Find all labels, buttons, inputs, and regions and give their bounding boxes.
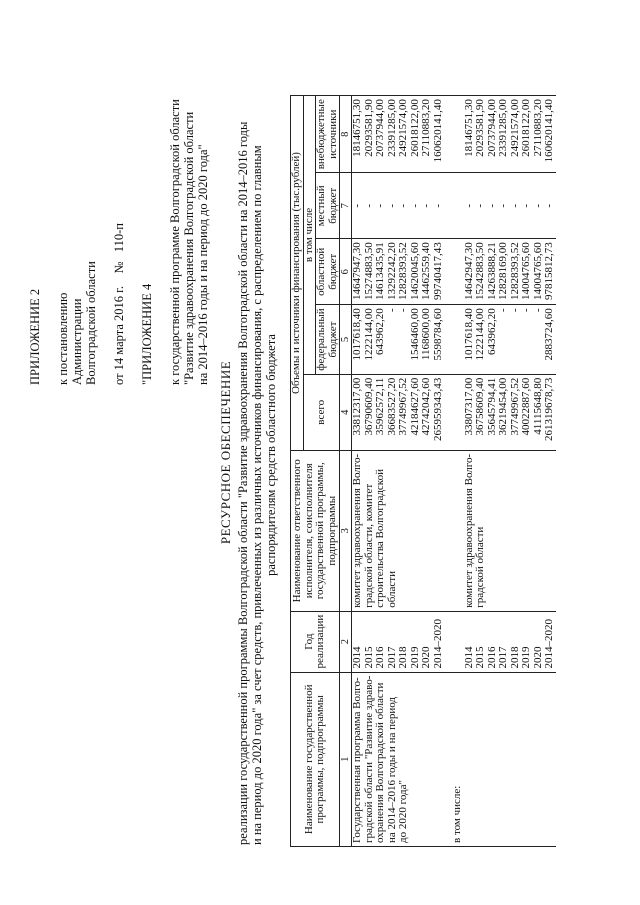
col-number-8: 8 xyxy=(340,96,352,173)
appendix-4-label: "ПРИЛОЖЕНИЕ 4 xyxy=(140,283,154,385)
col-header-local: местный бюджет xyxy=(316,173,340,239)
col-header-regional: областной бюджет xyxy=(316,239,340,305)
col-header-volumes: Объемы и источники финансирования (тыс.рублей) xyxy=(291,96,304,451)
appendix-number: ПРИЛОЖЕНИЕ 2 xyxy=(28,288,42,385)
col-number-6: 6 xyxy=(340,239,352,305)
document-title: РЕСУРСНОЕ ОБЕСПЕЧЕНИЕ xyxy=(218,360,233,545)
executor-cell: комитет здравоохранения Волго- градской области, комитет строительства Волгоградской области xyxy=(352,450,445,611)
sub-total-values-cell: 33807317,00 36758609,40 35645794,41 36219454,00 37749967,52 40022887,60 41115648,80 261319678,73 xyxy=(464,374,556,450)
col-number-2: 2 xyxy=(340,611,352,672)
col-number-3: 3 xyxy=(340,450,352,611)
col-number-7: 7 xyxy=(340,173,352,239)
table-row-health-committee xyxy=(464,96,556,847)
table-row-including-label xyxy=(444,96,464,847)
col-number-5: 5 xyxy=(340,305,352,375)
sub-name-cell xyxy=(464,672,556,846)
program-ref-line-3: на 2014–2016 годы и на период до 2020 года" xyxy=(196,144,210,385)
federal-values-cell: 1017618,40 1222144,00 643962,20 - - 1546460,00 1168600,00 5598784,60 xyxy=(352,305,445,375)
local-values-cell: - - - - - - - - xyxy=(352,173,445,239)
sub-federal-values-cell: 1017618,40 1222144,00 643962,20 - - - - 2883724,60 xyxy=(464,305,556,375)
col-header-program-name: Наименование государственной программы, подпрограммы xyxy=(291,672,340,846)
program-ref-line-1: к государственной программе Волгоградской области xyxy=(168,99,182,385)
program-name-cell: Государственная программа Волго- градской области "Развитие здраво- охранения Волгоградской области на 2014–2016 годы и на период до 2020 года" xyxy=(352,672,445,846)
sub-extrabudget-values-cell: 18146751,30 20293581,90 20737944,00 23391285,00 24921574,00 26018122,00 27110883,20 160620141,40 xyxy=(464,96,556,173)
col-header-federal: федеральный бюджет xyxy=(316,305,340,375)
col-header-extrabudget: внебюджетные источники xyxy=(316,96,340,173)
subtitle-line-3: распорядителям средств областного бюджета xyxy=(264,334,278,576)
years-cell: 2014 2015 2016 2017 2018 2019 2020 2014–2020 xyxy=(352,611,445,672)
col-header-year: Год реализации xyxy=(291,611,340,672)
region-name: Волгоградской области xyxy=(84,261,98,385)
sub-executor-cell: комитет здравоохранения Волго- градской области xyxy=(464,450,556,611)
sub-years-cell: 2014 2015 2016 2017 2018 2019 2020 2014–2020 xyxy=(464,611,556,672)
table-row-program xyxy=(352,96,445,847)
col-header-total: всего xyxy=(303,374,340,450)
including-label: в том числе: xyxy=(444,672,464,846)
to-resolution: к постановлению xyxy=(56,292,70,385)
administration: Администрации xyxy=(70,298,84,385)
appendix-header xyxy=(28,25,210,385)
subtitle-line-1: реализации государственной программы Волгоградской области "Развитие здравоохранения Волгоградской области на 2014–2016 годы xyxy=(236,121,250,845)
col-header-executor: Наименование ответственного исполнителя, соисполнителя государственной программы, подпрограммы xyxy=(291,450,340,611)
col-number-4: 4 xyxy=(340,374,352,450)
extrabudget-values-cell: 18146751,30 20293581,90 20737944,00 23391285,00 24921574,00 26018122,00 27110883,20 160620141,40 xyxy=(352,96,445,173)
sub-regional-values-cell: 14642947,30 15242883,50 14263888,21 12828169,00 12828393,52 14004765,60 14004765,60 97815812,73 xyxy=(464,239,556,305)
sub-local-values-cell: - - - - - - - - xyxy=(464,173,556,239)
program-ref-line-2: "Развитие здравоохранения Волгоградской области xyxy=(182,111,196,385)
document-subtitle xyxy=(236,65,278,845)
subtitle-line-2: и на период до 2020 года" за счет средств, привлеченных из различных источников финансирования, с распределением по главным xyxy=(250,145,264,845)
total-values-cell: 33812317,00 36790609,40 35962572,11 36683527,20 37749967,52 42184627,60 42742042,60 265959343,43 xyxy=(352,374,445,450)
col-header-including: в том числе xyxy=(303,96,316,375)
resolution-date-number: от 14 марта 2016 г. № 110-п xyxy=(112,223,126,385)
regional-values-cell: 14647947,30 15274883,50 14613435,91 13292242,20 12828393,52 14620045,60 14462559,40 99740417,43 xyxy=(352,239,445,305)
resource-table xyxy=(290,95,556,847)
col-number-1: 1 xyxy=(340,672,352,846)
